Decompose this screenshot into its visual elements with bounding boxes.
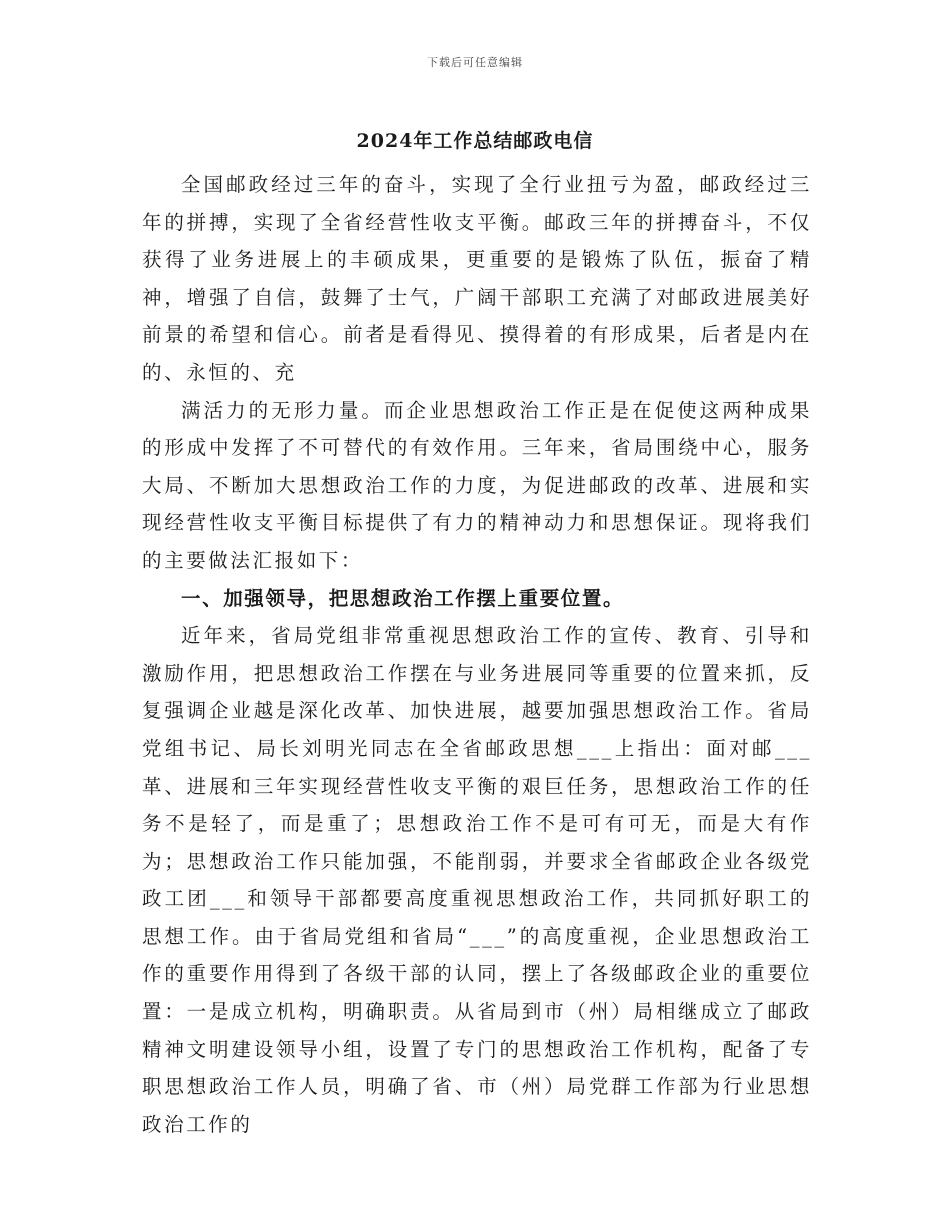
header-note: 下载后可任意编辑	[427, 56, 523, 69]
paragraph-continuation: 满活力的无形力量。而企业思想政治工作正是在促使这两种成果的形成中发挥了不可替代的有效作用。三年来，省局围绕中心，服务大局、不断加大思想政治工作的力度，为促进邮政的改革、进展和实现经营性收支平衡目标提供了有力的精神动力和思想保证。现将我们的主要做法汇报如下：	[142, 398, 812, 572]
document-title: 2024年工作总结邮政电信	[356, 130, 594, 152]
paragraph-intro: 全国邮政经过三年的奋斗，实现了全行业扭亏为盈，邮政经过三年的拼搏，实现了全省经营性收支平衡。邮政三年的拼搏奋斗，不仅获得了业务进展上的丰硕成果，更重要的是锻炼了队伍，振奋了精神，增强了自信，鼓舞了士气，广阔干部职工充满了对邮政进展美好前景的希望和信心。前者是看得见、摸得着的有形成果，后者是内在的、永恒的、充	[142, 173, 812, 384]
document-body	[142, 166, 812, 1143]
paragraph-section-1: 近年来，省局党组非常重视思想政治工作的宣传、教育、引导和激励作用，把思想政治工作摆在与业务进展同等重要的位置来抓，反复强调企业越是深化改革、加快进展，越要加强思想政治工作。省局党组书记、局长刘明光同志在全省邮政思想___上指出：面对邮___革、进展和三年实现经营性收支平衡的艰巨任务，思想政治工作的任务不是轻了，而是重了；思想政治工作不是可有可无，而是大有作为；思想政治工作只能加强，不能削弱，并要求全省邮政企业各级党政工团___和领导干部都要高度重视思想政治工作，共同抓好职工的思想工作。由于省局党组和省局“___”的高度重视，企业思想政治工作的重要作用得到了各级干部的认同，摆上了各级邮政企业的重要位置：一是成立机构，明确职责。从省局到市（州）局相继成立了邮政精神文明建设领导小组，设置了专门的思想政治工作机构，配备了专职思想政治工作人员，明确了省、市（州）局党群工作部为行业思想政治工作的	[142, 624, 812, 1136]
section-heading-1: 一、加强领导，把思想政治工作摆上重要位置。	[181, 586, 625, 610]
